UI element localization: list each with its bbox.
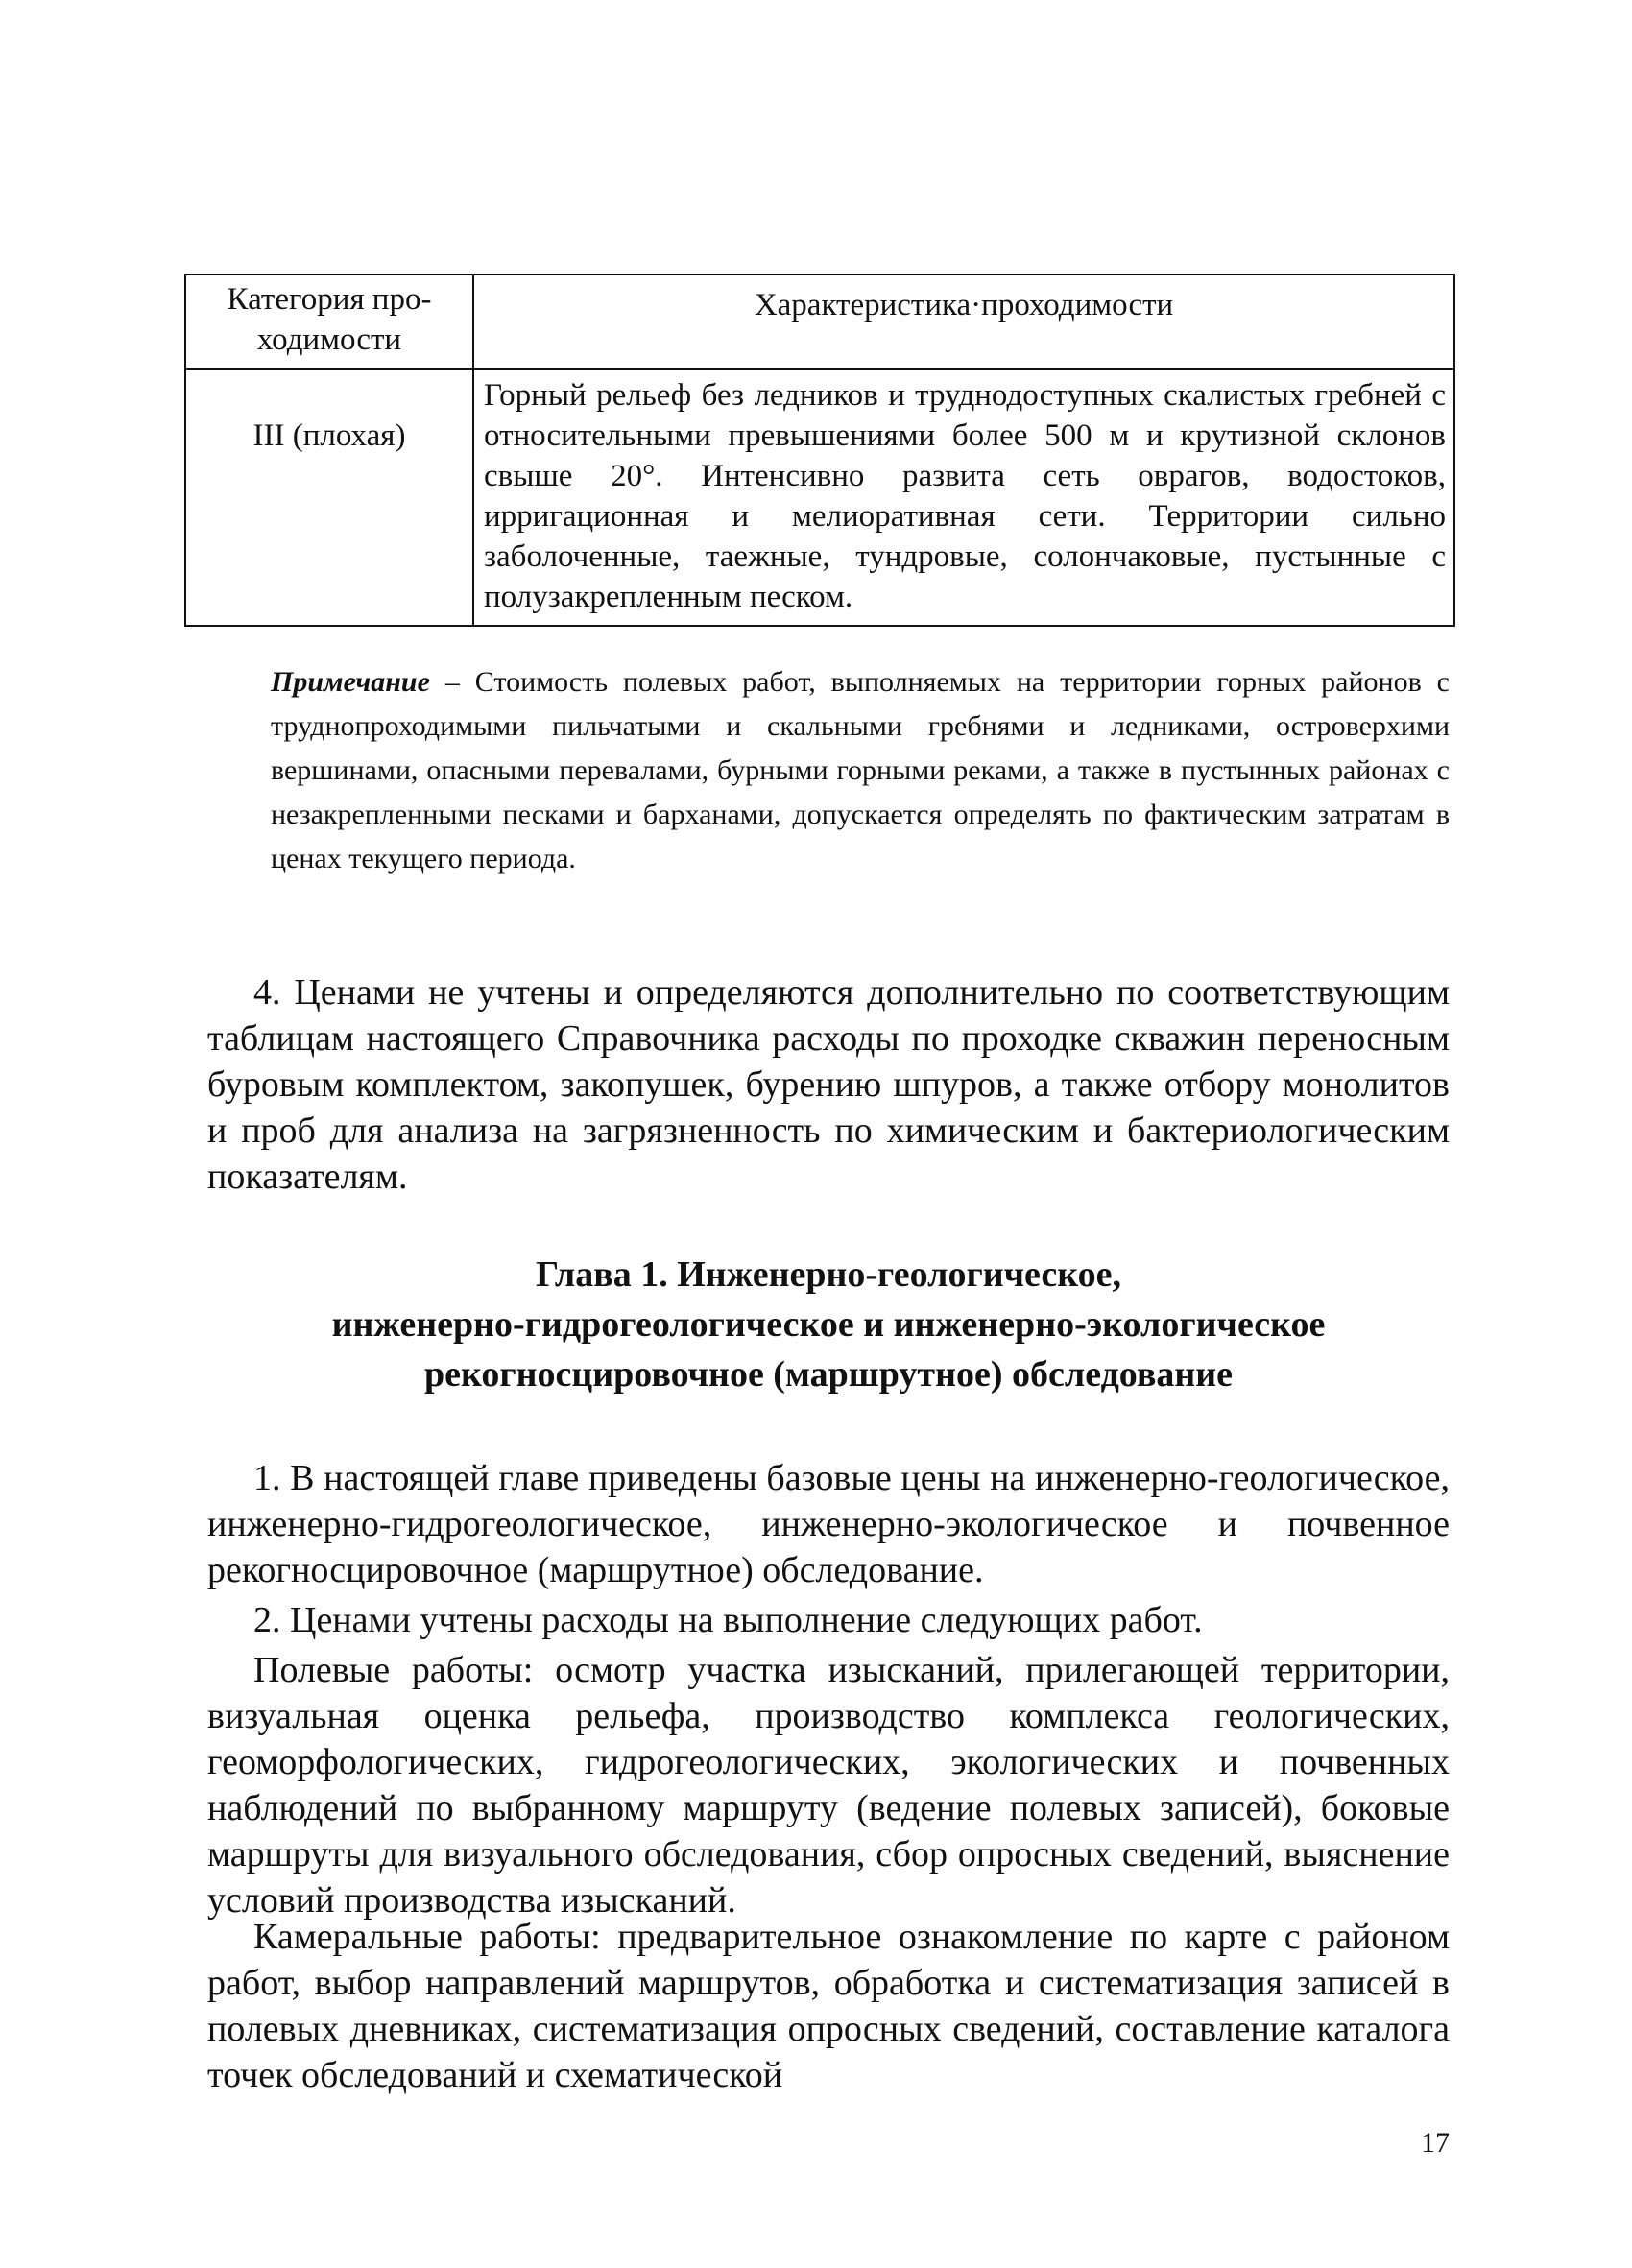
- passability-table: [184, 274, 1455, 627]
- note-text: – Стоимость полевых работ, выполняемых на территории горных районов с труднопроходимыми пильчатыми и скальными гребнями и ледниками, островерхими вершинами, опасными перевалами, бурными горными реками, а также в пустынных районах с незакрепленными песками и барханами, допускается определять по фактическим затратам в ценах текущего периода.: [271, 666, 1450, 874]
- table-note: [271, 660, 1450, 881]
- chapter-paragraph-2: 2. Ценами учтены расходы на выполнение следующих работ.: [253, 1600, 1203, 1640]
- chapter-paragraph-field-work: Полевые работы: осмотр участка изысканий, прилегающей территории, визуальная оценка рельефа, производство комплекса геологических, геоморфологических, гидрогеологических, экологических и почвенных наблюдений по выбранному маршруту (ведение полевых записей), боковые маршруты для визуального обследования, сбор опросных сведений, выяснение условий производства изысканий.: [207, 1650, 1450, 1921]
- table-header-row: [185, 275, 1454, 369]
- header-category: Категория про-ходимости: [185, 275, 473, 369]
- chapter-heading-line-3: рекогносцировочное (маршрутное) обследование: [423, 1354, 1234, 1395]
- cell-category: III (плохая): [185, 369, 473, 626]
- chapter-heading-line-2: инженерно-гидрогеологическое и инженерно-экологическое: [331, 1304, 1326, 1345]
- chapter-heading: [207, 1250, 1450, 1399]
- chapter-paragraph-office-work: Камеральные работы: предварительное ознакомление по карте с районом работ, выбор направлений маршрутов, обработка и систематизация записей в полевых дневниках, систематизация опросных сведений, составление каталога точек обследований и схематической: [207, 1917, 1450, 2095]
- chapter-paragraph-1: 1. В настоящей главе приведены базовые цены на инженерно-геологическое, инженерно-гидрогеологическое, инженерно-экологическое и почвенное рекогносцировочное (маршрутное) обследование.: [207, 1458, 1450, 1590]
- cell-characteristic: Горный рельеф без ледников и труднодоступных скалистых гребней с относительными превышениями более 500 м и крутизной склонов свыше 20°. Интенсивно развита сеть оврагов, водостоков, ирригационная и мелиоративная сети. Территории сильно заболоченные, таежные, тундровые, солончаковые, пустынные с полузакрепленным песком.: [473, 369, 1454, 626]
- chapter-heading-line-1: Глава 1. Инженерно-геологическое,: [535, 1254, 1122, 1295]
- paragraph-4: 4. Ценами не учтены и определяются дополнительно по соответствующим таблицам настоящего Справочника расходы по проходке скважин переносным буровым комплектом, закопушек, бурению шпуров, а также отбору монолитов и проб для анализа на загрязненность по химическим и бактериологическим показателям.: [207, 972, 1450, 1197]
- table-row: [185, 369, 1454, 626]
- page-number: 17: [1421, 2127, 1450, 2159]
- note-label: Примечание: [271, 666, 430, 698]
- header-characteristic: Характеристика·проходимости: [473, 275, 1454, 369]
